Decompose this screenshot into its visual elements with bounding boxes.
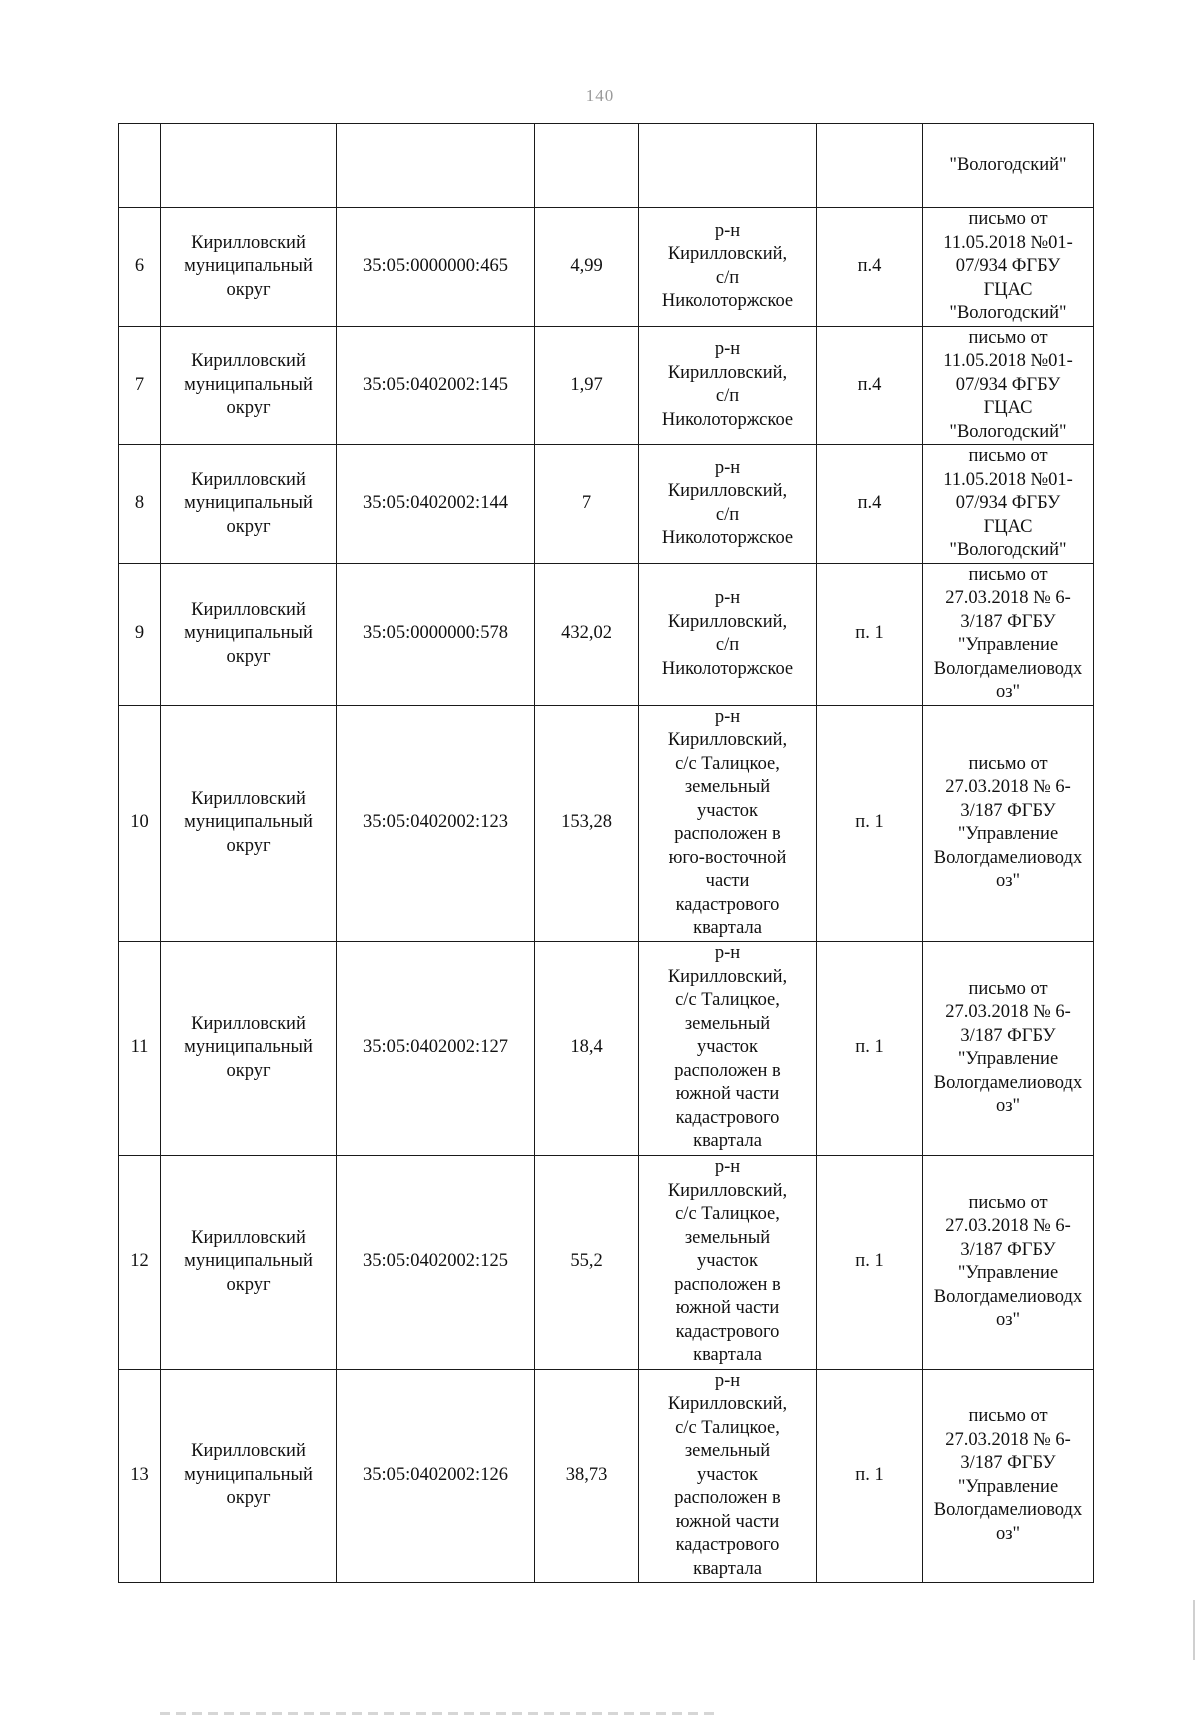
cell-location: р-н Кирилловский, с/п Николоторжское [639, 445, 817, 564]
cell-area: 55,2 [535, 1155, 639, 1369]
cell-location: р-н Кирилловский, с/п Николоторжское [639, 326, 817, 445]
cell-clause: п. 1 [817, 563, 923, 705]
cell-clause: п. 1 [817, 1369, 923, 1582]
table-row [119, 563, 1094, 705]
cell-area: 1,97 [535, 326, 639, 445]
cell-area: 38,73 [535, 1369, 639, 1582]
cell-basis: письмо от 11.05.2018 №01- 07/934 ФГБУ ГЦАС "Вологодский" [923, 326, 1094, 445]
table-row [119, 1155, 1094, 1369]
cell-district: Кирилловский муниципальный округ [161, 705, 337, 941]
cell-district: Кирилловский муниципальный округ [161, 208, 337, 327]
cell-basis: письмо от 27.03.2018 № 6- 3/187 ФГБУ "Управление Вологдамелиоводх оз" [923, 941, 1094, 1155]
cell-number [119, 124, 161, 208]
table-row [119, 445, 1094, 564]
cell-district: Кирилловский муниципальный округ [161, 1155, 337, 1369]
cell-clause: п. 1 [817, 941, 923, 1155]
cell-location: р-н Кирилловский, с/п Николоторжское [639, 208, 817, 327]
table-row-continuation [119, 124, 1094, 208]
cell-basis: письмо от 11.05.2018 №01- 07/934 ФГБУ ГЦАС "Вологодский" [923, 445, 1094, 564]
cell-clause: п.4 [817, 445, 923, 564]
cell-location [639, 124, 817, 208]
cell-area: 7 [535, 445, 639, 564]
cell-location: р-н Кирилловский, с/с Талицкое, земельный участок расположен в южной части кадастрового квартала [639, 941, 817, 1155]
cell-number: 8 [119, 445, 161, 564]
cell-clause: п. 1 [817, 705, 923, 941]
cell-cadastral-number: 35:05:0000000:465 [337, 208, 535, 327]
cell-district: Кирилловский муниципальный округ [161, 326, 337, 445]
cell-cadastral-number: 35:05:0402002:144 [337, 445, 535, 564]
cell-basis: письмо от 27.03.2018 № 6- 3/187 ФГБУ "Управление Вологдамелиоводх оз" [923, 1155, 1094, 1369]
cell-basis: письмо от 27.03.2018 № 6- 3/187 ФГБУ "Управление Вологдамелиоводх оз" [923, 705, 1094, 941]
cell-clause: п. 1 [817, 1155, 923, 1369]
cell-district [161, 124, 337, 208]
cell-location: р-н Кирилловский, с/с Талицкое, земельный участок расположен в южной части кадастрового квартала [639, 1369, 817, 1582]
cell-district: Кирилловский муниципальный округ [161, 1369, 337, 1582]
cell-number: 6 [119, 208, 161, 327]
cell-number: 11 [119, 941, 161, 1155]
document-table-wrapper [118, 123, 1094, 1583]
cell-cadastral-number: 35:05:0402002:125 [337, 1155, 535, 1369]
scan-artifact-line [160, 1712, 720, 1715]
cell-area: 153,28 [535, 705, 639, 941]
cell-number: 12 [119, 1155, 161, 1369]
table-row [119, 208, 1094, 327]
cell-cadastral-number: 35:05:0402002:145 [337, 326, 535, 445]
cell-number: 7 [119, 326, 161, 445]
cell-area: 432,02 [535, 563, 639, 705]
cell-basis: "Вологодский" [923, 124, 1094, 208]
page-number: 140 [585, 86, 615, 105]
cell-cadastral-number: 35:05:0000000:578 [337, 563, 535, 705]
cell-clause [817, 124, 923, 208]
table-row [119, 326, 1094, 445]
cell-basis: письмо от 27.03.2018 № 6- 3/187 ФГБУ "Управление Вологдамелиоводх оз" [923, 1369, 1094, 1582]
cell-area [535, 124, 639, 208]
cell-cadastral-number [337, 124, 535, 208]
cell-district: Кирилловский муниципальный округ [161, 445, 337, 564]
cell-basis: письмо от 11.05.2018 №01- 07/934 ФГБУ ГЦАС "Вологодский" [923, 208, 1094, 327]
cell-basis: письмо от 27.03.2018 № 6- 3/187 ФГБУ "Управление Вологдамелиоводх оз" [923, 563, 1094, 705]
cell-clause: п.4 [817, 326, 923, 445]
cell-number: 13 [119, 1369, 161, 1582]
cell-location: р-н Кирилловский, с/с Талицкое, земельный участок расположен в юго-восточной части кадастрового квартала [639, 705, 817, 941]
cell-cadastral-number: 35:05:0402002:123 [337, 705, 535, 941]
scan-edge-mark [1193, 1600, 1195, 1660]
table-row [119, 1369, 1094, 1582]
cell-clause: п.4 [817, 208, 923, 327]
cell-area: 18,4 [535, 941, 639, 1155]
cell-cadastral-number: 35:05:0402002:127 [337, 941, 535, 1155]
land-parcels-table [118, 123, 1094, 1583]
table-row [119, 941, 1094, 1155]
cell-number: 9 [119, 563, 161, 705]
cell-district: Кирилловский муниципальный округ [161, 941, 337, 1155]
cell-location: р-н Кирилловский, с/с Талицкое, земельный участок расположен в южной части кадастрового квартала [639, 1155, 817, 1369]
cell-area: 4,99 [535, 208, 639, 327]
cell-cadastral-number: 35:05:0402002:126 [337, 1369, 535, 1582]
cell-location: р-н Кирилловский, с/п Николоторжское [639, 563, 817, 705]
table-row [119, 705, 1094, 941]
cell-number: 10 [119, 705, 161, 941]
cell-district: Кирилловский муниципальный округ [161, 563, 337, 705]
